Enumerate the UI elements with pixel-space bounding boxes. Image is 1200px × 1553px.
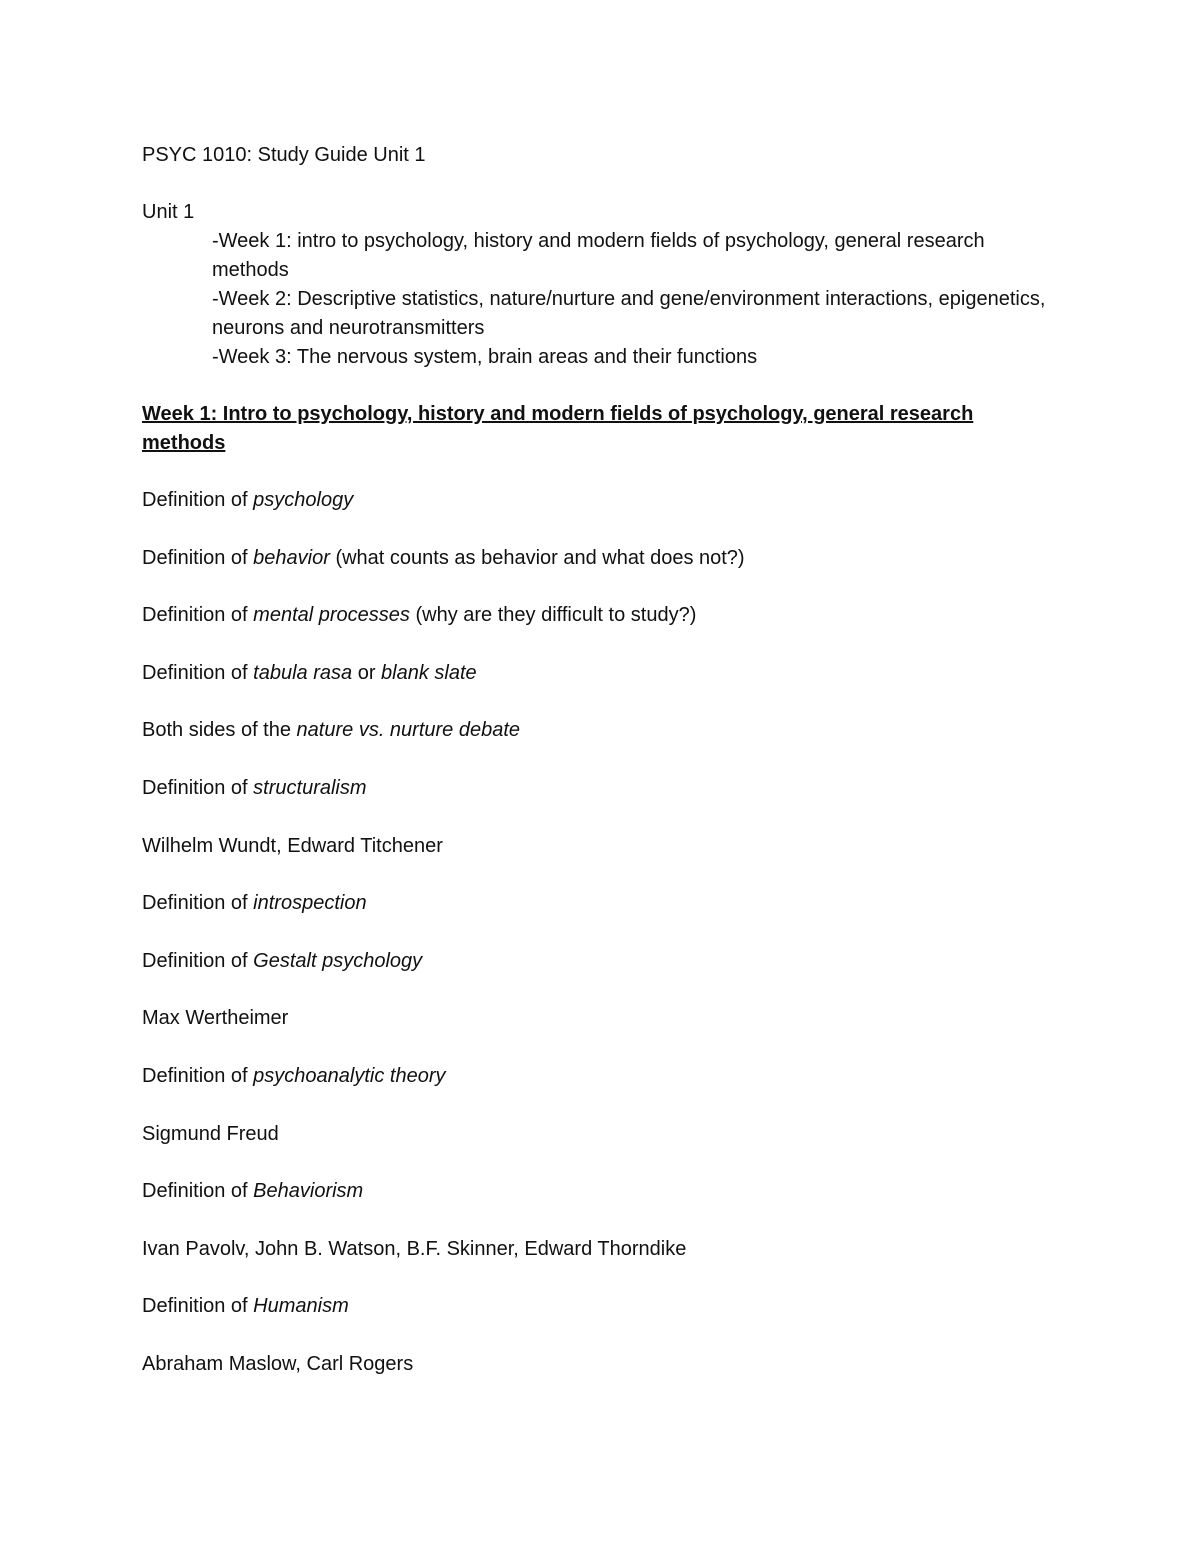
- item-term: tabula rasa: [253, 661, 353, 684]
- study-items-list: [142, 486, 1062, 1379]
- item-text: Both sides of the: [142, 719, 297, 742]
- item-text: Definition of: [142, 661, 254, 684]
- item-term: structuralism: [253, 776, 367, 799]
- unit-label: Unit 1: [142, 201, 195, 223]
- study-item: [142, 1062, 1062, 1091]
- item-text: Definition of: [142, 1295, 254, 1318]
- item-text: Ivan Pavolv, John B. Watson, B.F. Skinner, Edward Thorndike: [142, 1237, 687, 1260]
- outline-item-week-3: -Week 3: The nervous system, brain areas and their functions: [212, 346, 758, 368]
- item-text: Definition of: [142, 1064, 254, 1087]
- item-term-secondary: blank slate: [381, 661, 477, 684]
- item-term: Humanism: [253, 1295, 349, 1318]
- study-item: [142, 947, 1062, 976]
- item-text: Max Wertheimer: [142, 1007, 289, 1030]
- item-term: Behaviorism: [253, 1180, 364, 1203]
- item-text: Abraham Maslow, Carl Rogers: [142, 1352, 414, 1375]
- item-term: psychology: [253, 489, 354, 511]
- study-item: [142, 659, 1062, 688]
- item-text: Definition of: [142, 489, 254, 511]
- study-item: [142, 486, 1062, 515]
- item-note: (why are they difficult to study?): [409, 604, 697, 627]
- item-text: Definition of: [142, 949, 254, 972]
- item-text: Wilhelm Wundt, Edward Titchener: [142, 834, 443, 857]
- study-item: [142, 1004, 1062, 1033]
- study-item: [142, 889, 1062, 918]
- study-item: [142, 544, 1062, 573]
- document-content: [142, 141, 1062, 1408]
- outline-item-week-1: -Week 1: intro to psychology, history and modern fields of psychology, general research methods: [212, 230, 985, 281]
- item-term: introspection: [253, 892, 367, 915]
- item-text: Definition of: [142, 892, 254, 915]
- item-text: Definition of: [142, 546, 254, 569]
- item-term: psychoanalytic theory: [253, 1064, 446, 1087]
- item-text: Sigmund Freud: [142, 1122, 279, 1145]
- study-item: [142, 832, 1062, 861]
- item-text: Definition of: [142, 1180, 254, 1203]
- document-title: PSYC 1010: Study Guide Unit 1: [142, 144, 426, 166]
- item-term: Gestalt psychology: [253, 949, 423, 972]
- unit-outline: [142, 227, 1062, 372]
- study-item: [142, 1120, 1062, 1149]
- study-item: [142, 1350, 1062, 1379]
- item-term: behavior: [253, 546, 330, 569]
- study-item: [142, 1177, 1062, 1206]
- item-connector: or: [352, 661, 382, 684]
- item-term: nature vs. nurture debate: [296, 719, 521, 742]
- study-item: [142, 1292, 1062, 1321]
- study-item: [142, 601, 1062, 630]
- item-text: Definition of: [142, 776, 254, 799]
- item-note: (what counts as behavior and what does not?): [329, 546, 745, 569]
- study-item: [142, 716, 1062, 745]
- outline-item-week-2: -Week 2: Descriptive statistics, nature/nurture and gene/environment interactions, epigenetics, neurons and neurotransmitters: [212, 288, 1046, 339]
- section-heading-week-1: Week 1: Intro to psychology, history and modern fields of psychology, general research methods: [142, 403, 974, 454]
- study-item: [142, 1235, 1062, 1264]
- item-text: Definition of: [142, 604, 254, 627]
- study-item: [142, 774, 1062, 803]
- item-term: mental processes: [253, 604, 410, 627]
